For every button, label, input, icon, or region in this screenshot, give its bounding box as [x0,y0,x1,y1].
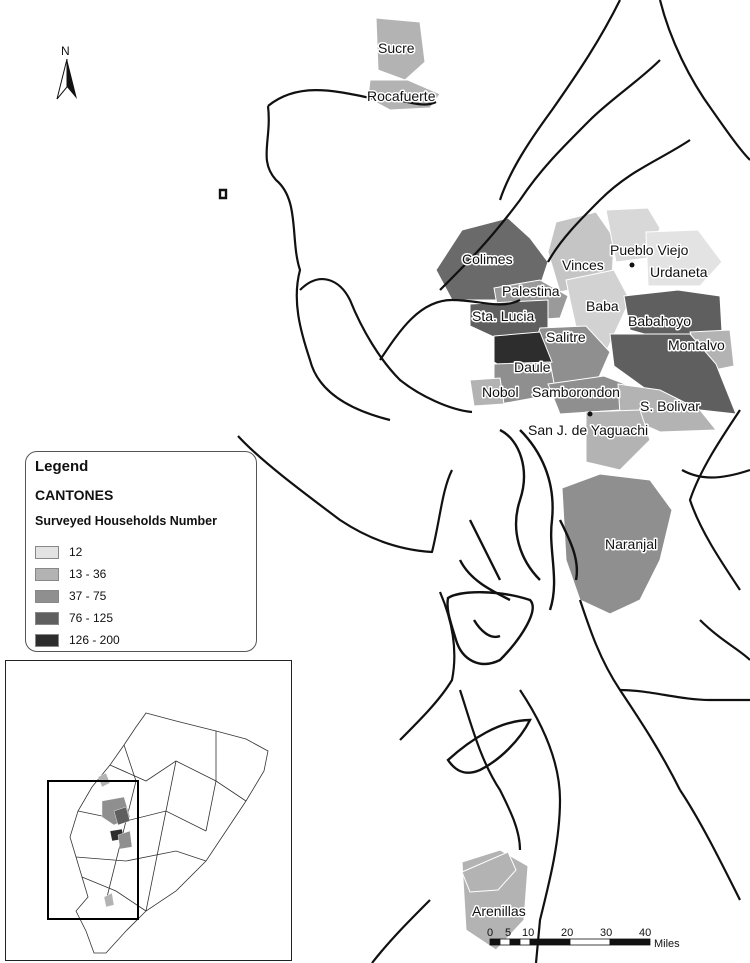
canton-yaguachi [586,410,650,470]
boundary-east-3 [690,410,740,590]
legend-field-name: Surveyed Households Number [35,514,217,528]
legend-layer-name: CANTONES [35,487,114,503]
legend-panel [25,451,257,652]
label-samborondon: Samborondon [532,384,620,400]
legend-item-label: 126 - 200 [69,633,120,647]
label-yaguachi: San J. de Yaguachi [528,422,649,438]
label-naranjal: Naranjal [605,536,658,552]
scale-tick-5: 5 [505,927,512,939]
label-rocafuerte: Rocafuerte [367,88,436,104]
scale-tick-10: 10 [522,927,535,939]
boundary-east-2 [500,0,620,200]
label-sta-lucia: Sta. Lucia [472,308,535,324]
inset-locator-map[interactable] [5,660,292,961]
island-3 [470,520,500,580]
legend-item-label: 12 [69,545,83,559]
north-label: N [61,44,70,58]
island-2 [520,430,554,610]
city-dot-yaguachi [588,412,593,417]
legend-swatch [35,546,59,559]
scale-bar [480,925,730,961]
legend-title: Legend [35,458,89,475]
coastline-north [267,90,436,420]
north-arrow-icon [52,43,82,103]
inset-study-cantons [98,773,132,907]
inset-country-outline [70,713,268,953]
island-1 [500,430,540,580]
boundary-east-4 [682,470,750,478]
label-daule: Daule [514,359,551,375]
boundary-south-4 [620,690,750,700]
inset-province-lines [76,731,246,911]
boundary-lines [238,0,750,963]
label-s-bolivar: S. Bolivar [640,398,700,414]
island-south [448,720,530,773]
legend-item [35,563,120,585]
label-nobol: Nobol [482,384,519,400]
boundary-east-1 [660,0,750,160]
label-montalvo: Montalvo [668,337,725,353]
label-arenillas: Arenillas [472,903,526,919]
legend-swatch [35,568,59,581]
coastline-west [238,436,452,552]
label-pueblo-viejo: Pueblo Viejo [610,242,689,258]
boundary-south-3 [520,690,560,963]
label-urdaneta: Urdaneta [650,264,708,280]
legend-swatch [35,634,59,647]
label-babahoyo: Babahoyo [628,313,692,329]
boundary-far-east [700,620,750,660]
boundary-south-5 [460,690,520,850]
scale-bar-segments [490,939,650,945]
label-baba: Baba [586,298,619,314]
city-dot-pueblo-viejo [630,263,635,268]
island-6 [474,620,500,637]
legend-item-label: 76 - 125 [69,611,114,625]
scale-tick-40: 40 [639,927,652,939]
label-salitre: Salitre [546,329,586,345]
scale-tick-0: 0 [487,927,494,939]
legend-swatch [35,612,59,625]
boundary-south-6 [680,790,740,900]
legend-item-label: 13 - 36 [69,567,107,581]
legend-item-label: 37 - 75 [69,589,107,603]
canton-labels [367,40,725,919]
legend-item [35,585,120,607]
legend-item [35,541,120,563]
island-small-1 [220,190,226,198]
boundary-south-1 [400,592,454,740]
legend-item [35,607,120,629]
label-palestina: Palestina [502,283,560,299]
legend-swatch [35,590,59,603]
inset-map-svg [6,661,291,960]
legend-item [35,629,120,651]
scale-tick-20: 20 [561,927,574,939]
scale-tick-30: 30 [600,927,613,939]
boundary-south-7 [372,900,430,963]
label-sucre: Sucre [378,40,415,56]
island-puna [447,592,532,664]
scale-unit: Miles [654,938,680,950]
legend-class-list [35,541,120,651]
label-colimes: Colimes [462,251,513,267]
label-vinces: Vinces [562,257,604,273]
boundary-lobe [300,279,472,412]
